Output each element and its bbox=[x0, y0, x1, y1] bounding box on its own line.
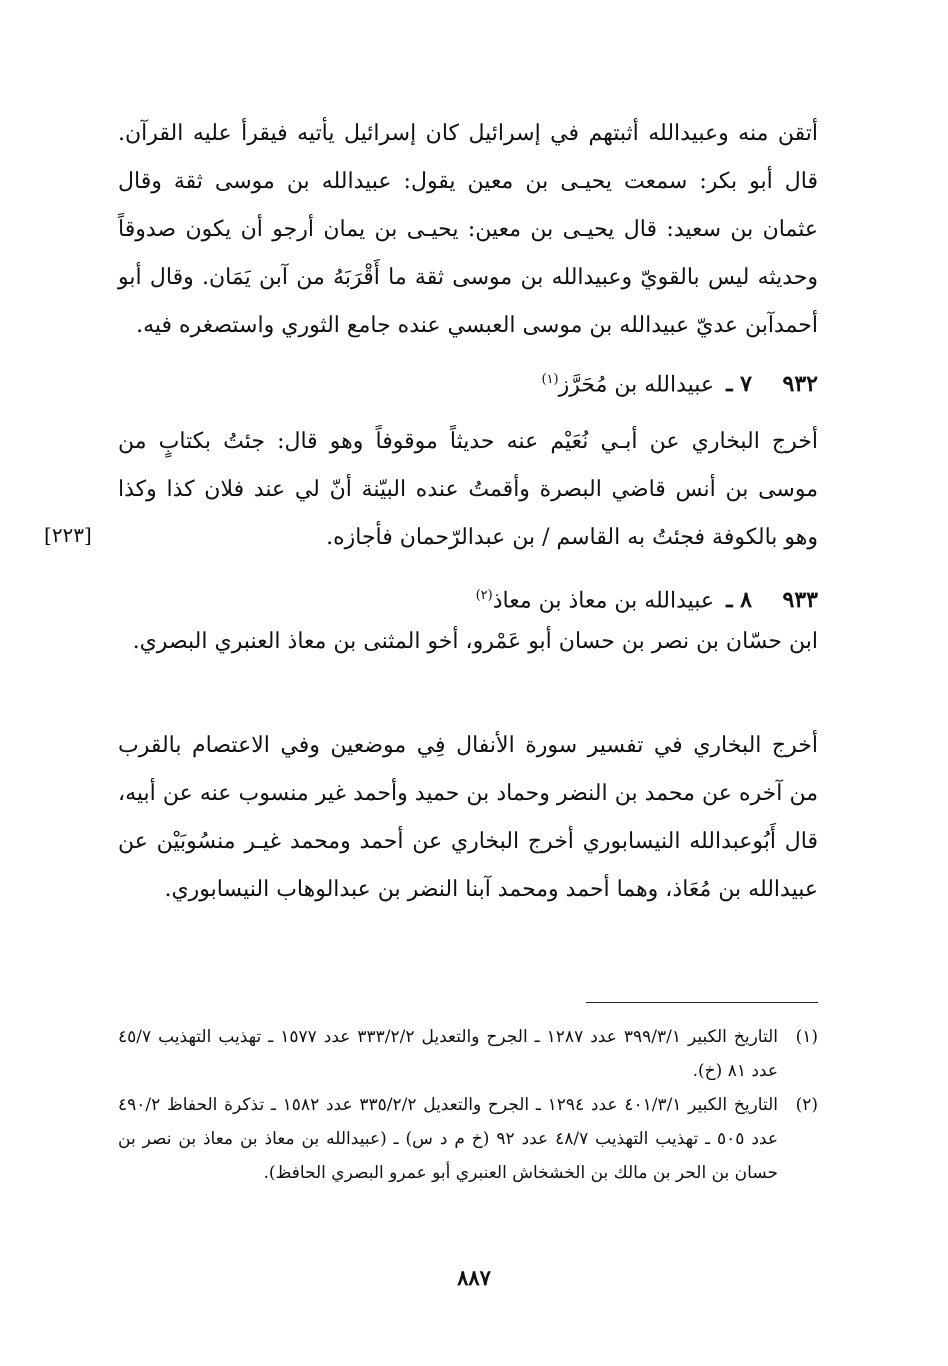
footnote-reference: (٢) bbox=[475, 588, 493, 603]
footnote-2 bbox=[118, 1088, 818, 1190]
entry-heading-933 bbox=[118, 578, 818, 619]
footnote-marker: (١) bbox=[795, 1027, 818, 1047]
paragraph-text: أخرج البخاري عن أبـي نُعَيْم عنه حديثاً موقوفاً وهو قال: جئتُ بكتابٍ من موسى بن أنس قاضي البصرة وأقمتُ عنده البيّنة أنّ لي عند فلان كذا وكذا وهو بالكوفة فجئتُ به القاسم / بن عبدالرّحمان فأجازه. bbox=[118, 429, 818, 550]
page-number: ٨٨٧ bbox=[457, 1265, 491, 1290]
entry-heading-932 bbox=[118, 362, 818, 403]
body-paragraph-2 bbox=[118, 418, 818, 562]
body-paragraph-3 bbox=[118, 618, 818, 666]
footnote-text: التاريخ الكبير ٤٠١/٣/١ عدد ١٢٩٤ ـ الجرح والتعديل ٣٣٥/٢/٢ عدد ١٥٨٢ ـ تذكرة الحفاظ ٤٩٠/٢ عدد ٥٠٥ ـ تهذيب التهذيب ٤٨/٧ عدد ٩٢ (خ م د س) ـ (عبيدالله بن معاذ بن معاذ بن نصر بن حسان بن الحر بن مالك بن الخشخاش العنبري أبو عمرو البصري الحافظ). bbox=[118, 1095, 778, 1183]
entry-sequence: ٨ ـ bbox=[726, 587, 752, 614]
footnote-1 bbox=[118, 1020, 818, 1088]
body-paragraph-1 bbox=[118, 110, 818, 350]
footnote-text: التاريخ الكبير ٣٩٩/٣/١ عدد ١٢٨٧ ـ الجرح والتعديل ٣٣٣/٢/٢ عدد ١٥٧٧ ـ تهذيب التهذيب ٤٥/٧ عدد ٨١ (خ). bbox=[118, 1027, 778, 1081]
paragraph-text: أخرج البخاري في تفسير سورة الأنفال فِي موضعين وفي الاعتصام بالقرب من آخره عن محمد بن النضر وحماد بن حميد وأحمد غير منسوب عنه عن أبيه، قال أَبُوعبدالله النيسابوري أخرج البخاري عن أحمد ومحمد غيـر منسُوبَيْن عن عبيدالله بن مُعَاذ، وهما أحمد ومحمد آبنا النضر بن عبدالوهاب النيسابوري. bbox=[118, 733, 818, 902]
entry-number: ٩٣٣ bbox=[782, 587, 818, 614]
entry-name: عبيدالله بن مُحَرَّز bbox=[558, 372, 715, 398]
footnote-marker: (٢) bbox=[795, 1095, 818, 1115]
footnotes-section bbox=[118, 1020, 818, 1190]
paragraph-text: ابن حسّان بن نصر بن حسان أبو عَمْرو، أخو المثنى بن معاذ العنبري البصري. bbox=[132, 629, 818, 654]
paragraph-text: أتقن منه وعبيدالله أثبتهم في إسرائيل كان إسرائيل يأتيه فيقرأ عليه القرآن. قال أبو بكر: سمعت يحيـى بن معين يقول: عبيدالله بن موسى ثقة وقال عثمان بن سعيد: قال يحيـى بن معين: يحيـى بن يمان أرجو أن يكون صدوقاً وحديثه ليس بالقويّ وعبيدالله بن موسى ثقة ما أَقْرَبَهُ من آبن يَمَان. وقال أبو أحمدآبن عديّ عبيدالله بن موسى العبسي عنده جامع الثوري واستصغره فيه. bbox=[118, 121, 818, 338]
footnote-reference: (١) bbox=[541, 372, 559, 387]
manuscript-folio-reference: [٢٢٣] bbox=[44, 523, 92, 547]
entry-number: ٩٣٢ bbox=[782, 371, 818, 398]
body-paragraph-4 bbox=[118, 722, 818, 914]
footnote-separator bbox=[586, 1002, 818, 1003]
entry-sequence: ٧ ـ bbox=[726, 371, 752, 398]
entry-name: عبيدالله بن معاذ بن معاذ bbox=[492, 588, 715, 614]
